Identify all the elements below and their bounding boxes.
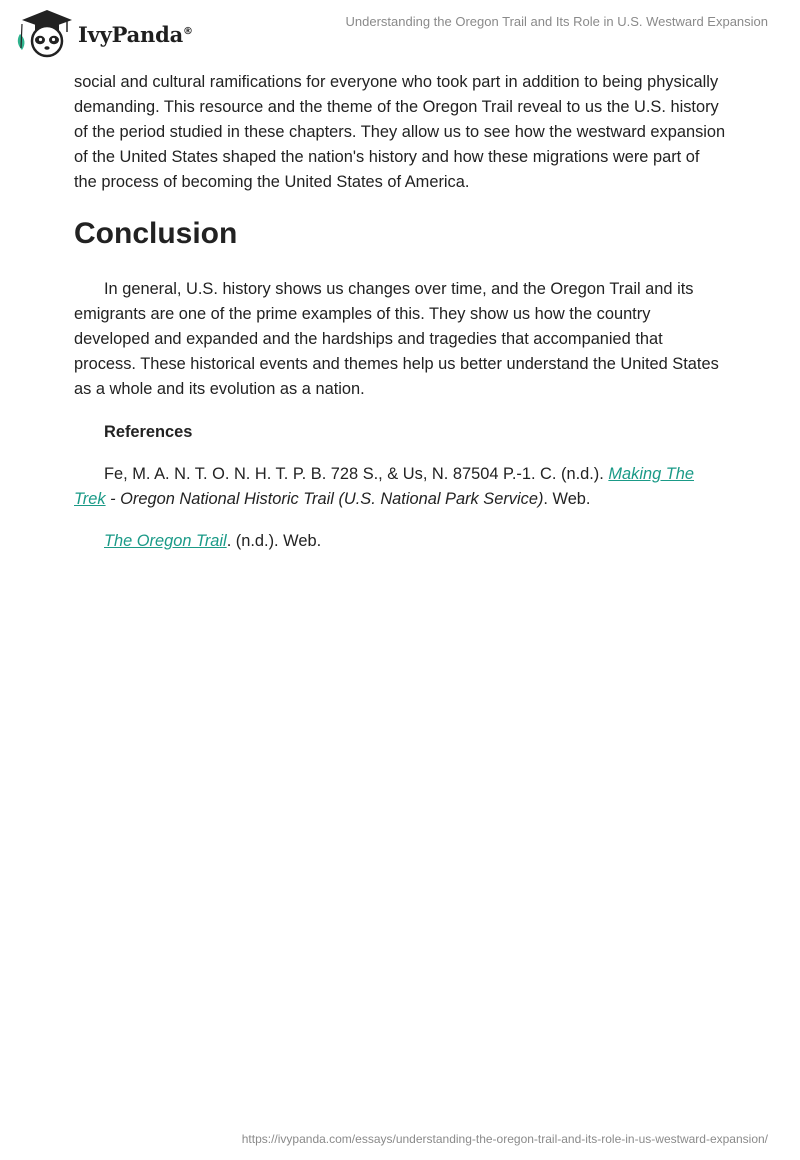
references-heading: References [104, 423, 193, 441]
reference-suffix: . (n.d.). Web. [226, 532, 322, 550]
registered-mark: ® [183, 25, 193, 37]
reference-item [74, 529, 726, 554]
panda-graduate-logo-icon [14, 8, 76, 58]
reference-authors: Fe, M. A. N. T. O. N. H. T. P. B. 728 S., & Us, N. 87504 P.-1. C. (n.d.). [104, 465, 609, 483]
brand-name-text: IvyPanda [78, 21, 184, 47]
essay-content [74, 70, 726, 554]
source-url: https://ivypanda.com/essays/understanding-the-oregon-trail-and-its-role-in-us-westward-expansion/ [241, 1132, 768, 1146]
body-paragraph: social and cultural ramifications for everyone who took part in addition to being physically demanding. This resource and the theme of the Oregon Trail reveal to us the U.S. history of the period studied in these chapters. They allow us to see how the westward expansion of the United States shaped the nation's history and how these migrations were part of the process of becoming the United States of America. [74, 73, 726, 191]
reference-suffix: . Web. [543, 490, 591, 508]
ivypanda-logo[interactable] [14, 8, 204, 58]
reference-link[interactable]: Making The Trek [74, 465, 694, 508]
document-title: Understanding the Oregon Trail and Its Role in U.S. Westward Expansion [345, 14, 768, 29]
page-header [0, 0, 800, 66]
reference-source-title: - Oregon National Historic Trail (U.S. National Park Service) [105, 490, 544, 508]
reference-link[interactable]: The Oregon Trail [104, 532, 227, 550]
conclusion-paragraph: In general, U.S. history shows us changes over time, and the Oregon Trail and its emigrants are one of the prime examples of this. They show us how the country developed and expanded and the hardships and tragedies that accompanied that process. These historical events and themes help us better understand the United States as a whole and its evolution as a nation. [74, 280, 719, 398]
conclusion-heading: Conclusion [74, 217, 238, 250]
reference-item [74, 462, 726, 512]
brand-name [78, 22, 193, 47]
